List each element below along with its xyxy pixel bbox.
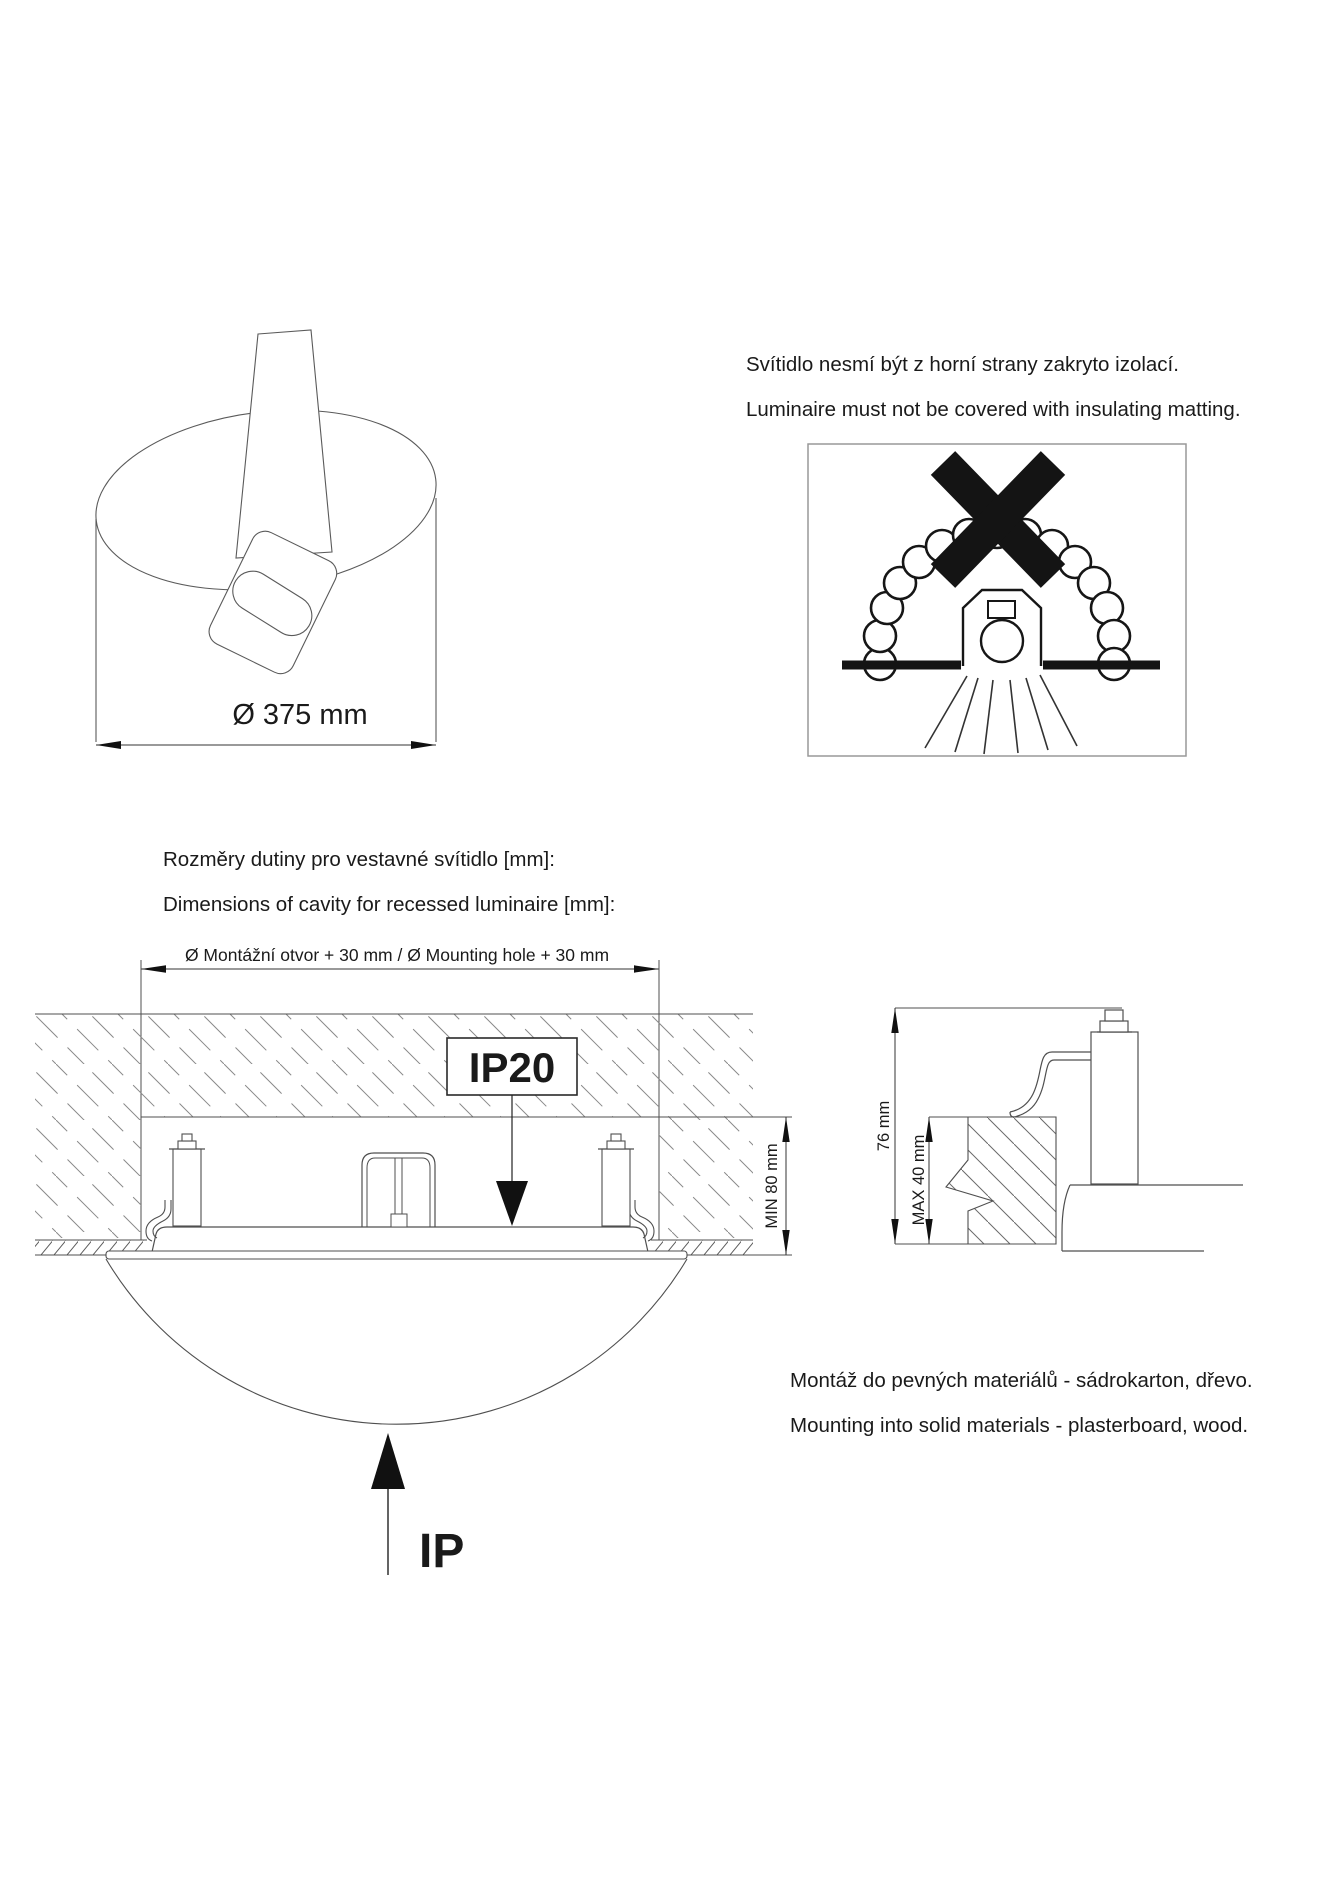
mounting-hole-dimension-label: Ø Montážní otvor + 30 mm / Ø Mounting hole + 30 mm — [184, 945, 610, 965]
ring-diameter-dimension — [96, 699, 436, 749]
ip-direction-callout — [371, 1433, 464, 1578]
center-bracket — [362, 1153, 435, 1227]
insulation-warning-text-cs: Svítidlo nesmí být z horní strany zakryto izolací. — [746, 353, 1179, 376]
luminaire-ring-sketch — [86, 330, 447, 742]
insulation-warning-text-en: Luminaire must not be covered with insulating matting. — [746, 398, 1241, 421]
cavity-title-cs: Rozměry dutiny pro vestavné svítidlo [mm]: — [163, 848, 555, 871]
detail-spring-clip — [1010, 1052, 1091, 1117]
detail-luminaire-edge — [1062, 1185, 1243, 1251]
ip-up-arrow-icon — [371, 1433, 405, 1489]
trim-rim — [106, 1251, 687, 1259]
diffuser-dome — [106, 1259, 687, 1424]
ring-diameter-label: Ø 375 mm — [232, 699, 368, 731]
mounting-note-en: Mounting into solid materials - plasterboard, wood. — [790, 1414, 1249, 1437]
material-block — [946, 1117, 1056, 1244]
cavity-cross-section — [35, 945, 792, 1578]
max-thickness-label: MAX 40 mm — [910, 1134, 928, 1226]
slab-upper-band — [35, 1014, 753, 1117]
recessed-luminaire-icon — [963, 590, 1041, 666]
ip20-badge-label: IP20 — [468, 1044, 556, 1091]
mounting-post-left — [169, 1134, 205, 1226]
mounting-note-cs: Montáž do pevných materiálů - sádrokarton, dřevo. — [790, 1369, 1253, 1392]
ip20-callout — [447, 1038, 577, 1226]
luminaire-body — [106, 1134, 687, 1424]
luminaire-base-plate — [152, 1227, 648, 1252]
detail-post — [1091, 1010, 1138, 1184]
cavity-title-en: Dimensions of cavity for recessed luminaire [mm]: — [163, 893, 616, 916]
mounting-post-right — [598, 1134, 634, 1226]
clamp-detail-section — [875, 1008, 1243, 1251]
slab-right-wall — [659, 1117, 753, 1238]
no-insulation-pictogram — [808, 444, 1186, 756]
ip-arrow-label: IP — [419, 1525, 465, 1578]
bracket-band — [236, 330, 332, 558]
slab-left-wall — [35, 1117, 141, 1238]
ip20-arrow-icon — [496, 1181, 528, 1226]
detail-height-label: 76 mm — [875, 1100, 893, 1152]
min-depth-label: MIN 80 mm — [763, 1143, 781, 1229]
